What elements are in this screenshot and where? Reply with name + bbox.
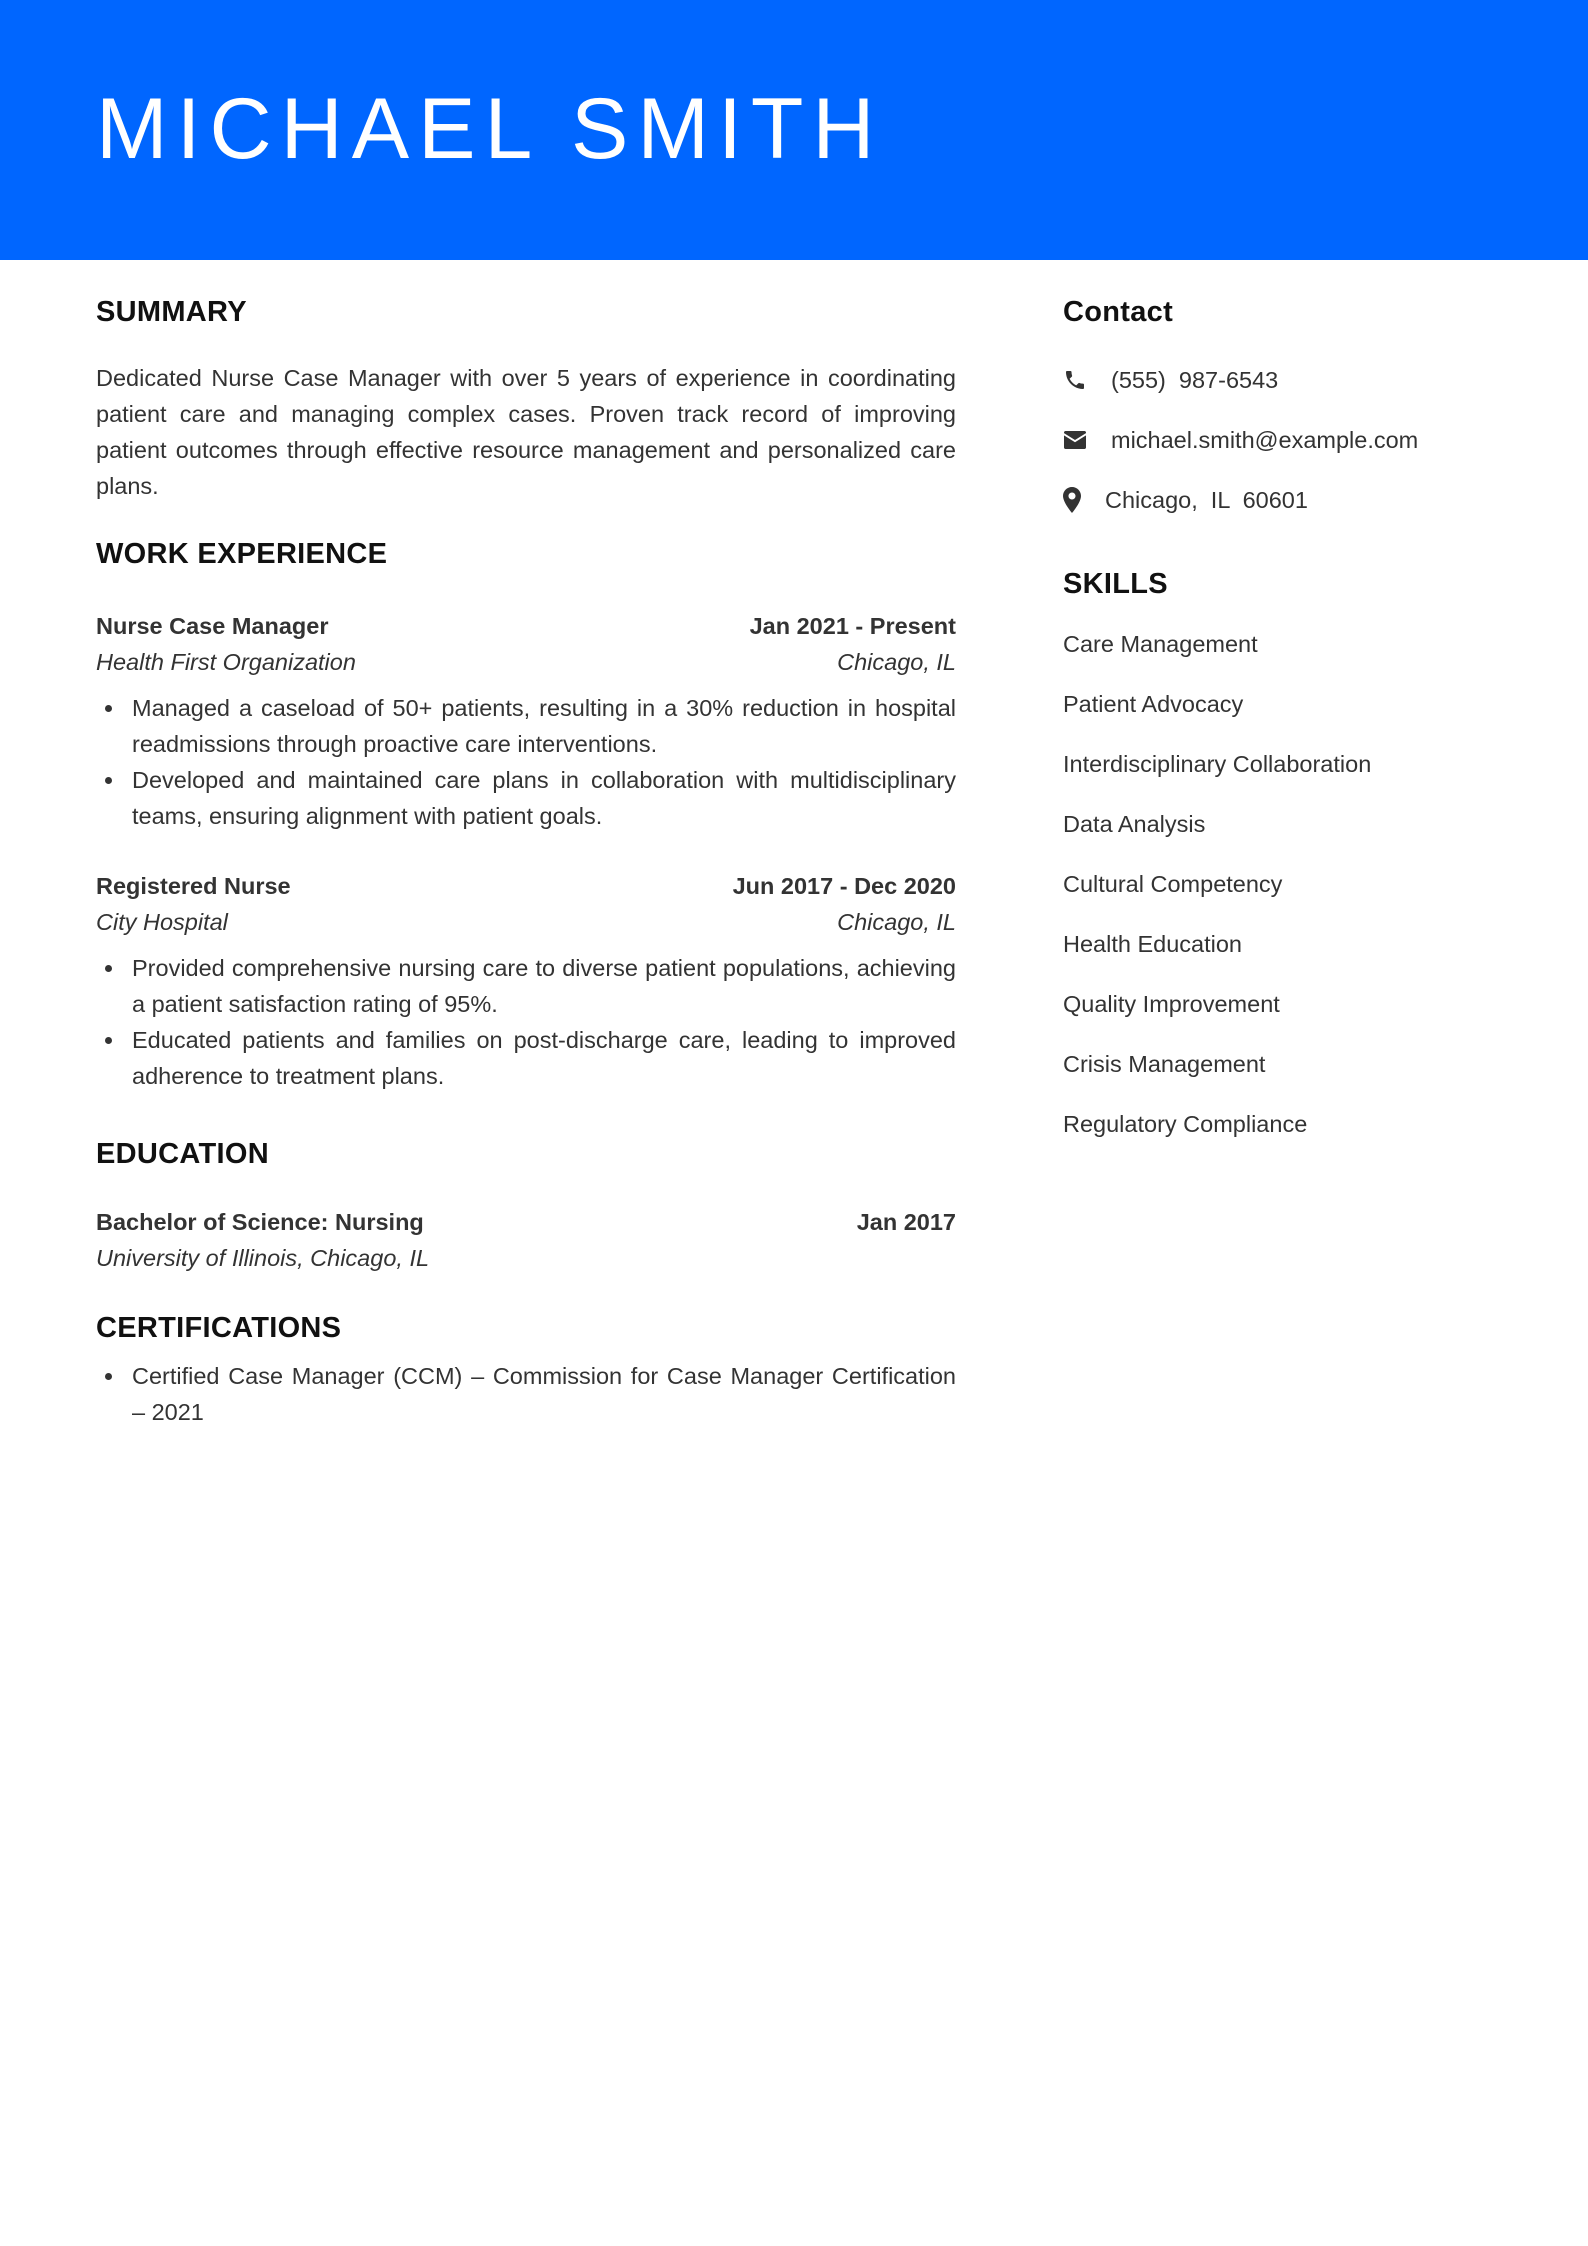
bullet-dot xyxy=(105,965,112,972)
contact-list xyxy=(1063,362,1523,518)
job-bullet xyxy=(132,762,956,834)
certifications-list xyxy=(96,1358,956,1430)
job-bullet xyxy=(132,690,956,762)
skills-heading: SKILLS xyxy=(1063,568,1168,600)
education-header-row xyxy=(96,1204,956,1240)
education-entry xyxy=(96,1204,956,1276)
skill-item: Data Analysis xyxy=(1063,811,1206,837)
certifications-section xyxy=(96,1308,956,1430)
job-entry xyxy=(96,608,956,834)
certification-text: Certified Case Manager (CCM) – Commission for Case Manager Certification – 2021 xyxy=(132,1363,956,1425)
contact-location xyxy=(1063,482,1523,518)
job-location: Chicago, IL xyxy=(837,649,956,675)
skill-item: Cultural Competency xyxy=(1063,871,1283,897)
skill-item: Regulatory Compliance xyxy=(1063,1111,1308,1137)
job-bullet-text: Educated patients and families on post-discharge care, leading to improved adherence to treatment plans. xyxy=(132,1027,956,1089)
job-subheader-row xyxy=(96,904,956,940)
bullet-dot xyxy=(105,1373,112,1380)
certifications-heading: CERTIFICATIONS xyxy=(96,1312,342,1344)
header-band xyxy=(0,0,1588,260)
bullet-dot xyxy=(105,777,112,784)
education-section xyxy=(96,1134,956,1276)
summary-text: Dedicated Nurse Case Manager with over 5 years of experience in coordinating patient care and managing complex cases. Proven track record of improving patient outcomes through effective resource management and personalized care plans. xyxy=(96,365,956,499)
sidebar-column xyxy=(1063,292,1523,1166)
job-dates: Jun 2017 - Dec 2020 xyxy=(732,873,956,899)
skills-list xyxy=(1063,626,1523,1142)
map-pin-icon xyxy=(1063,487,1105,513)
certification-item xyxy=(132,1358,956,1430)
education-heading: EDUCATION xyxy=(96,1138,269,1170)
job-role: Registered Nurse xyxy=(96,873,291,899)
education-subheader-row xyxy=(96,1240,956,1276)
job-location: Chicago, IL xyxy=(837,909,956,935)
job-role: Nurse Case Manager xyxy=(96,613,329,639)
summary-heading: SUMMARY xyxy=(96,296,247,328)
job-bullet-text: Managed a caseload of 50+ patients, resulting in a 30% reduction in hospital readmissions through proactive care interventions. xyxy=(132,695,956,757)
skill-item: Quality Improvement xyxy=(1063,991,1280,1017)
job-header-row xyxy=(96,608,956,644)
skill-item: Care Management xyxy=(1063,631,1258,657)
main-column xyxy=(96,292,956,1430)
job-bullets xyxy=(96,950,956,1094)
education-date: Jan 2017 xyxy=(856,1209,956,1235)
job-bullet-text: Developed and maintained care plans in collaboration with multidisciplinary teams, ensuring alignment with patient goals. xyxy=(132,767,956,829)
job-company: City Hospital xyxy=(96,909,228,935)
job-header-row xyxy=(96,868,956,904)
candidate-name: MICHAEL SMITH xyxy=(96,81,884,177)
job-bullet xyxy=(132,950,956,1022)
skill-item: Health Education xyxy=(1063,931,1242,957)
skill-item: Patient Advocacy xyxy=(1063,691,1244,717)
job-bullet-text: Provided comprehensive nursing care to diverse patient populations, achieving a patient satisfaction rating of 95%. xyxy=(132,955,956,1017)
work-experience-section xyxy=(96,534,956,1094)
skills-section xyxy=(1063,564,1523,1142)
job-company: Health First Organization xyxy=(96,649,356,675)
envelope-icon xyxy=(1063,430,1111,450)
bullet-dot xyxy=(105,705,112,712)
job-bullet xyxy=(132,1022,956,1094)
job-bullets xyxy=(96,690,956,834)
bullet-dot xyxy=(105,1037,112,1044)
contact-email xyxy=(1063,422,1523,458)
work-experience-heading: WORK EXPERIENCE xyxy=(96,538,388,570)
job-subheader-row xyxy=(96,644,956,680)
education-degree: Bachelor of Science: Nursing xyxy=(96,1209,424,1235)
contact-phone-text: (555) 987-6543 xyxy=(1111,366,1279,393)
skill-item: Crisis Management xyxy=(1063,1051,1266,1077)
contact-heading: Contact xyxy=(1063,296,1174,328)
contact-location-text: Chicago, IL 60601 xyxy=(1105,486,1308,513)
contact-email-text: michael.smith@example.com xyxy=(1111,426,1419,453)
contact-phone xyxy=(1063,362,1523,398)
skill-item: Interdisciplinary Collaboration xyxy=(1063,751,1372,777)
education-school: University of Illinois, Chicago, IL xyxy=(96,1245,430,1271)
phone-icon xyxy=(1063,368,1111,392)
summary-section xyxy=(96,292,956,504)
job-entry xyxy=(96,868,956,1094)
job-dates: Jan 2021 - Present xyxy=(749,613,956,639)
